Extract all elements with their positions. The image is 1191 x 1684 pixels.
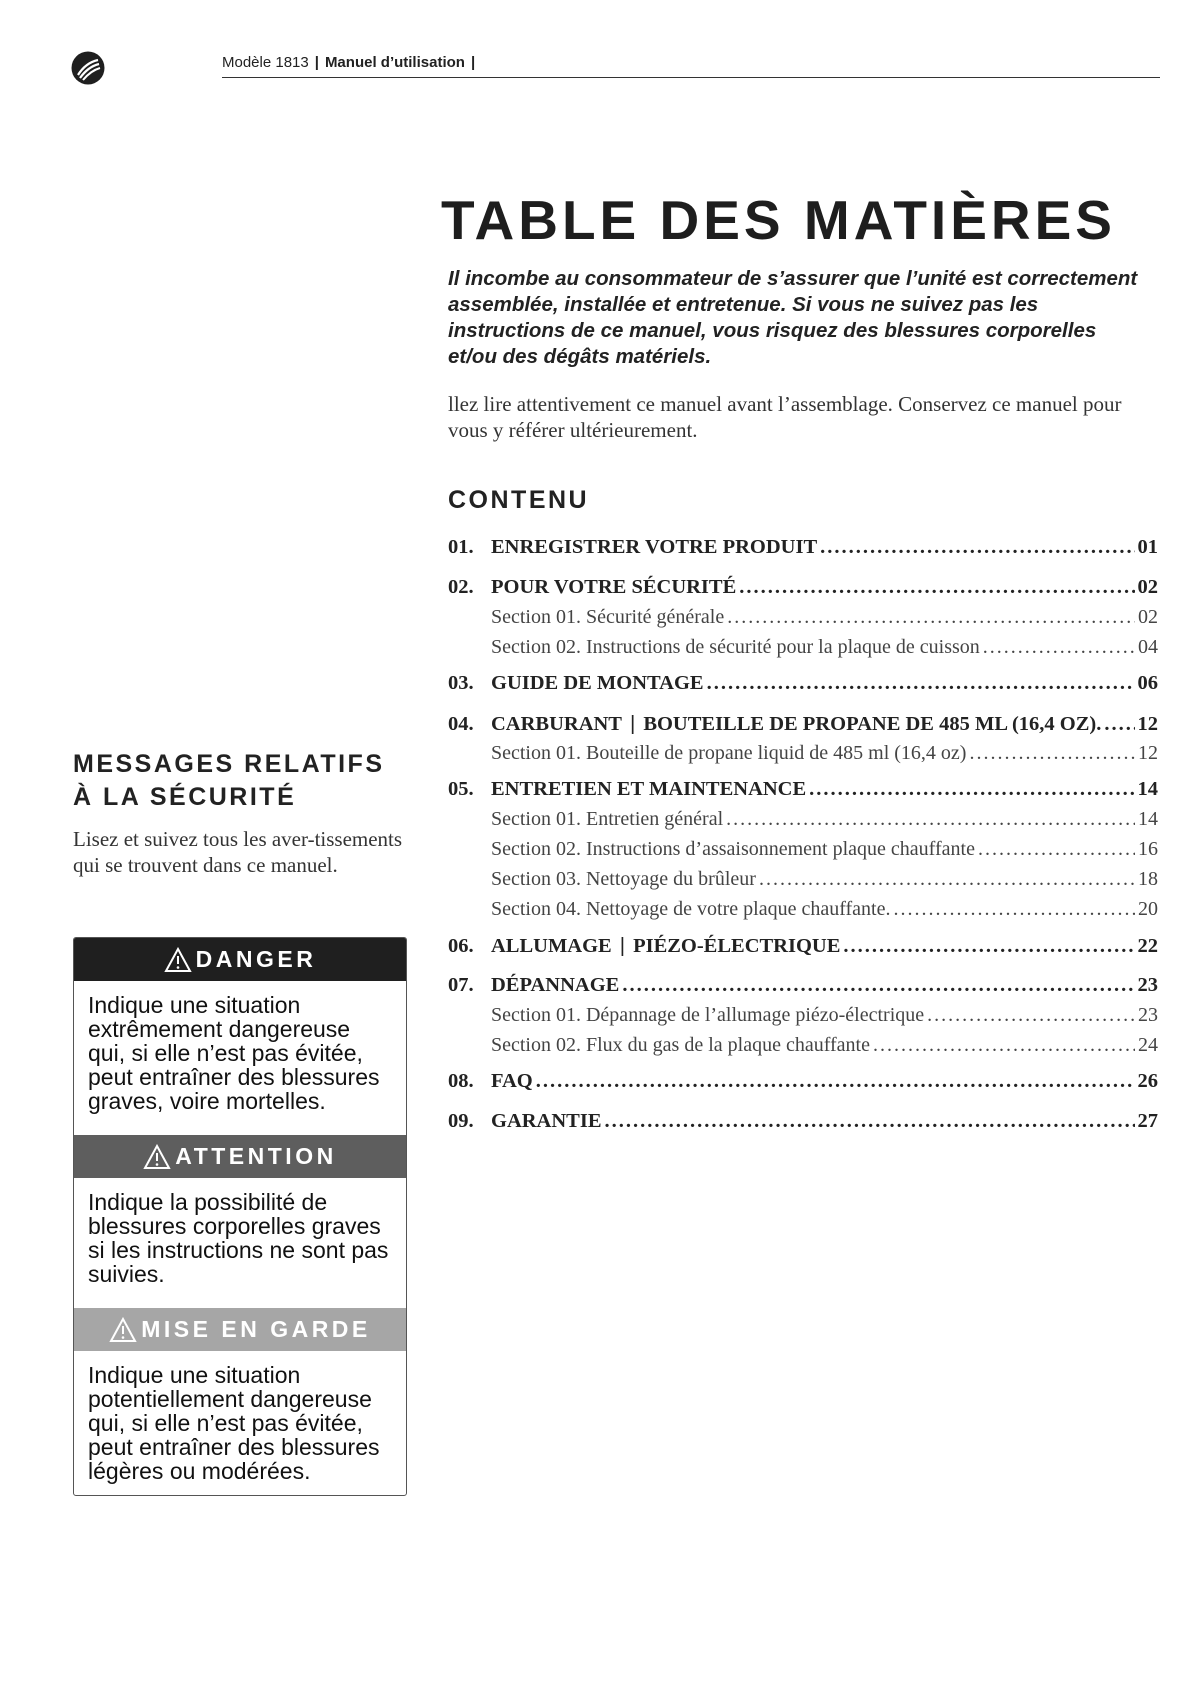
toc-entry-number: 09. <box>448 1110 474 1132</box>
toc-page-number: 12 <box>1138 742 1158 764</box>
dot-leader <box>927 1004 1135 1027</box>
warning-triangle-icon <box>164 947 192 973</box>
toc-entry[interactable] <box>448 712 1158 736</box>
toc-page-number: 18 <box>1138 868 1158 890</box>
safety-levels-box <box>73 937 407 1496</box>
warning-triangle-icon <box>109 1317 137 1343</box>
toc-subentry[interactable] <box>448 1004 1158 1027</box>
toc-entry-title-text: POUR VOTRE SÉCURITÉ <box>491 576 737 598</box>
toc-subentry-title: Section 01. Bouteille de propane liquid de 485 ml (16,4 oz) <box>491 742 967 764</box>
toc-subentry[interactable] <box>448 742 1158 765</box>
safety-text: Lisez et suivez tous les aver-tissements qui se trouvent dans ce manuel. <box>73 827 403 877</box>
mise-en-garde-text: Indique une situation potentiellement dangereuse qui, si elle n’est pas évitée, peut entraîner des blessures légères ou modérées. <box>88 1362 380 1484</box>
dot-leader <box>873 1034 1135 1057</box>
toc-entry-number: 07. <box>448 974 474 996</box>
toc-page-number: 01 <box>1137 536 1158 558</box>
toc-entry-title <box>491 536 817 559</box>
toc-subentry-title: Section 01. Sécurité générale <box>491 606 725 628</box>
attention-label: ATTENTION <box>175 1143 337 1169</box>
toc-page-number: 22 <box>1137 935 1158 957</box>
toc-page-number: 23 <box>1137 974 1158 996</box>
dot-leader <box>739 576 1134 599</box>
toc-page-number: 14 <box>1137 778 1158 800</box>
dot-leader <box>809 778 1134 801</box>
toc-subentry[interactable] <box>448 606 1158 629</box>
dot-leader <box>605 1110 1135 1133</box>
manual-label: Manuel d’utilisation <box>324 54 465 71</box>
toc-subentry[interactable] <box>448 1034 1158 1057</box>
danger-text: Indique une situation extrêmement dangereuse qui, si elle n’est pas évitée, peut entraîner des blessures graves, voire mortelles. <box>88 992 380 1114</box>
dot-leader <box>820 536 1134 559</box>
toc-page-number: 23 <box>1138 1004 1158 1026</box>
toc-page-number: 27 <box>1137 1110 1158 1132</box>
toc-entry-title <box>491 974 619 997</box>
toc-page-number: 06 <box>1137 672 1158 694</box>
toc-page-number: 26 <box>1137 1070 1158 1092</box>
toc-subentry-title: Section 04. Nettoyage de votre plaque chauffante. <box>491 898 891 920</box>
toc-title-separator: | <box>629 712 636 735</box>
dot-leader <box>1104 713 1134 736</box>
toc-page-number: 02 <box>1138 606 1158 628</box>
toc-subentry[interactable] <box>448 868 1158 891</box>
toc-entry-number: 01. <box>448 536 474 558</box>
toc-subentry-title: Section 01. Dépannage de l’allumage piézo-électrique <box>491 1004 925 1026</box>
toc-entry-subtitle-text: BOUTEILLE DE PROPANE DE 485 ML (16,4 OZ). <box>643 713 1102 735</box>
toc-entry-number: 02. <box>448 576 474 598</box>
running-header <box>222 54 481 71</box>
toc-subentry[interactable] <box>448 636 1158 659</box>
dot-leader <box>727 606 1135 629</box>
toc-entry[interactable] <box>448 974 1158 997</box>
attention-header <box>74 1135 406 1178</box>
toc-entry-title-text: GARANTIE <box>491 1110 602 1132</box>
toc-subentry-title: Section 02. Flux du gas de la plaque chauffante <box>491 1034 870 1056</box>
toc-page-number: 04 <box>1138 636 1158 658</box>
toc-entry-title-text: GUIDE DE MONTAGE <box>491 672 704 694</box>
toc-entry-title <box>491 712 1101 736</box>
toc-entry-title-text: DÉPANNAGE <box>491 974 620 996</box>
header-separator: | <box>314 54 319 71</box>
toc-entry-subtitle-text: PIÉZO-ÉLECTRIQUE <box>633 935 841 957</box>
mise-en-garde-label: MISE EN GARDE <box>141 1316 371 1342</box>
toc-entry-title <box>491 1110 602 1133</box>
toc-entry-title <box>491 576 736 599</box>
toc-entry[interactable] <box>448 536 1158 559</box>
toc-title-separator: | <box>619 934 626 957</box>
toc-subentry-title: Section 03. Nettoyage du brûleur <box>491 868 756 890</box>
toc-subentry[interactable] <box>448 808 1158 831</box>
toc-entry-title-text: FAQ <box>491 1070 533 1092</box>
toc-page-number: 16 <box>1138 838 1158 860</box>
toc-entry-number: 06. <box>448 935 474 957</box>
toc-subentry-title: Section 02. Instructions de sécurité pour la plaque de cuisson <box>491 636 980 658</box>
toc-entry[interactable] <box>448 1070 1158 1093</box>
danger-label: DANGER <box>195 946 317 972</box>
toc-entry[interactable] <box>448 778 1158 801</box>
safety-heading: MESSAGES RELATIFS À LA SÉCURITÉ <box>73 750 385 811</box>
intro-text: llez lire attentivement ce manuel avant l’assemblage. Conservez ce manuel pour vous y référer ultérieurement. <box>448 392 1122 442</box>
toc-page-number: 02 <box>1137 576 1158 598</box>
toc-entry-number: 05. <box>448 778 474 800</box>
dot-leader <box>726 808 1135 831</box>
toc-entry-number: 03. <box>448 672 474 694</box>
toc-entry[interactable] <box>448 1110 1158 1133</box>
toc-entry-title-text: ENTRETIEN ET MAINTENANCE <box>491 778 807 800</box>
toc-entry-title <box>491 778 806 801</box>
attention-text: Indique la possibilité de blessures corporelles graves si les instructions ne sont pas suivies. <box>88 1189 389 1287</box>
dot-leader <box>969 742 1135 765</box>
toc-entry-title <box>491 672 704 695</box>
toc-subentry-title: Section 01. Entretien général <box>491 808 724 830</box>
dot-leader <box>622 974 1134 997</box>
toc-subentry-title: Section 02. Instructions d’assaisonnement plaque chauffante <box>491 838 975 860</box>
brand-logo-icon <box>71 51 105 85</box>
toc-entry[interactable] <box>448 934 1158 958</box>
toc-entry[interactable] <box>448 576 1158 599</box>
intro-warning: Il incombe au consommateur de s’assurer que l’unité est correctement assemblée, installée et entretenue. Si vous ne suivez pas les instructions de ce manuel, vous risquez des blessures corporelles et/ou des dégâts matériels. <box>448 267 1138 368</box>
dot-leader <box>843 935 1134 958</box>
page-title: TABLE DES MATIÈRES <box>441 189 1116 251</box>
toc-page-number: 20 <box>1138 898 1158 920</box>
dot-leader <box>536 1070 1135 1093</box>
toc-page-number: 12 <box>1137 713 1158 735</box>
toc-entry[interactable] <box>448 672 1158 695</box>
toc-entry-title-text: CARBURANT <box>491 713 622 735</box>
toc-entry-number: 04. <box>448 713 474 735</box>
contents-heading: CONTENU <box>448 486 590 514</box>
toc-entry-title-text: ENREGISTRER VOTRE PRODUIT <box>491 536 818 558</box>
toc-entry-title <box>491 934 840 958</box>
dot-leader <box>983 636 1135 659</box>
warning-triangle-icon <box>143 1144 171 1170</box>
dot-leader <box>893 898 1135 921</box>
header-rule <box>222 77 1160 78</box>
toc-entry-title <box>491 1070 533 1093</box>
toc-entry-number: 08. <box>448 1070 474 1092</box>
model-label: Modèle 1813 <box>222 54 309 71</box>
dot-leader <box>759 868 1135 891</box>
toc-subentry[interactable] <box>448 838 1158 861</box>
toc-page-number: 24 <box>1138 1034 1158 1056</box>
dot-leader <box>978 838 1135 861</box>
dot-leader <box>707 672 1135 695</box>
header-separator: | <box>470 54 476 71</box>
mise-en-garde-header <box>74 1308 406 1351</box>
toc-subentry[interactable] <box>448 898 1158 921</box>
danger-header <box>74 938 406 981</box>
toc-entry-title-text: ALLUMAGE <box>491 935 612 957</box>
toc-page-number: 14 <box>1138 808 1158 830</box>
